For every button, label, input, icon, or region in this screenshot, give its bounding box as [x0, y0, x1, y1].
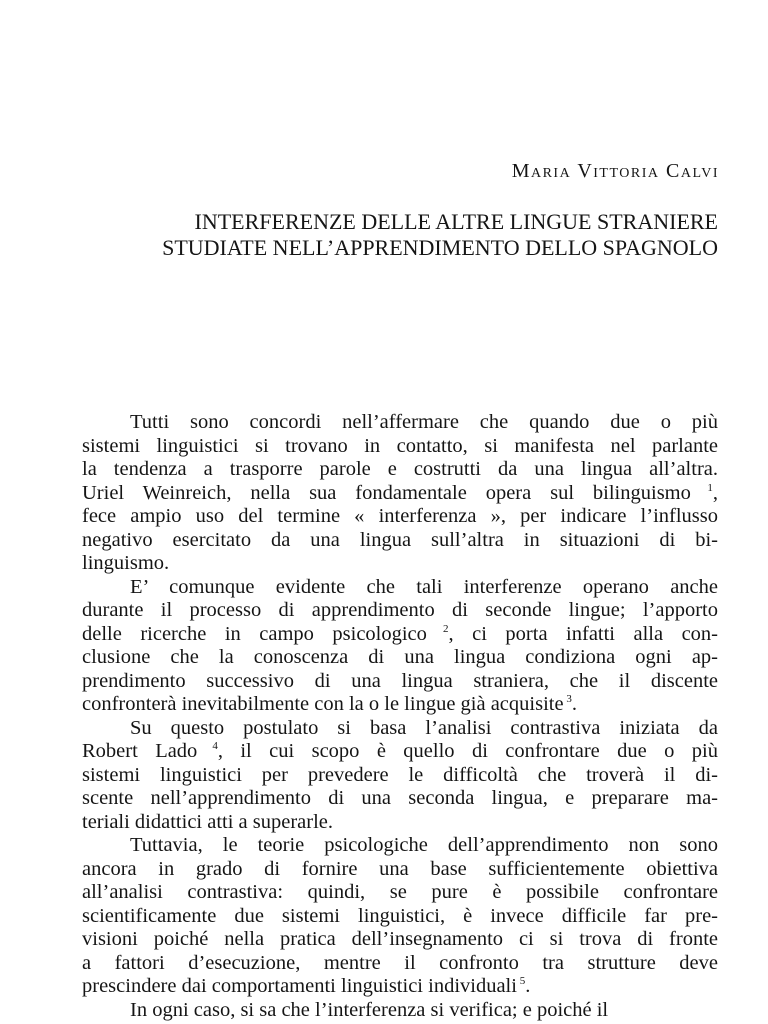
- line-text-continued: , il cui scopo è quello di confrontare due o più: [217, 740, 718, 762]
- line-text: all’analisi contrastiva: quindi, se pure è possibile confrontare: [82, 881, 718, 903]
- text-line: [82, 717, 718, 741]
- text-line: [82, 999, 718, 1023]
- footnote-marker: 4: [197, 740, 218, 753]
- text-line: [82, 952, 718, 976]
- line-text: E’ comunque evidente che tali interferenze operano anche: [130, 575, 718, 598]
- text-line: [82, 411, 718, 435]
- article-title: [82, 209, 718, 261]
- line-text: Tutti sono concordi nell’affermare che quando due o più: [130, 411, 718, 433]
- line-text-continued: , ci porta infatti alla con-: [448, 622, 719, 645]
- text-line: [82, 787, 718, 811]
- line-text-continued: ,: [712, 481, 719, 504]
- line-text: Uriel Weinreich, nella sua fondamentale opera sul bilinguismo: [82, 481, 691, 504]
- line-text: teriali didattici atti a superarle.: [82, 810, 334, 833]
- line-text: scente nell’apprendimento di una seconda lingua, e preparare ma-: [82, 787, 718, 809]
- line-text: scientificamente due sistemi linguistici, è invece difficile far pre-: [82, 904, 718, 927]
- paragraph: [82, 576, 718, 717]
- text-line: [82, 529, 718, 553]
- line-text: negativo esercitato da una lingua sull’altra in situazioni di bi-: [82, 528, 718, 551]
- line-text: ancora in grado di fornire una base sufficientemente obiettiva: [82, 857, 718, 880]
- text-line: [82, 881, 718, 905]
- title-line: INTERFERENZE DELLE ALTRE LINGUE STRANIERE: [194, 209, 718, 234]
- text-line: [82, 975, 718, 999]
- line-text: prescindere dai comportamenti linguistici individuali: [82, 975, 517, 997]
- text-line: [82, 905, 718, 929]
- text-line: [82, 740, 718, 764]
- text-line: [82, 505, 718, 529]
- line-text: In ogni caso, si sa che l’interferenza si verifica; e poiché il: [130, 998, 609, 1021]
- line-text: clusione che la conoscenza di una lingua condiziona ogni ap-: [82, 646, 718, 668]
- paragraph: [82, 999, 718, 1023]
- line-text: sistemi linguistici per prevedere le difficoltà che troverà il di-: [82, 763, 718, 786]
- line-text: fece ampio uso del termine « interferenza », per indicare l’influsso: [82, 505, 718, 527]
- line-text: Su questo postulato si basa l’analisi contrastiva iniziata da: [130, 716, 718, 739]
- text-line: [82, 858, 718, 882]
- footnote-marker: 2: [426, 622, 449, 635]
- text-line: [82, 811, 718, 835]
- title-line: STUDIATE NELL’APPRENDIMENTO DELLO SPAGNOLO: [162, 235, 718, 260]
- line-text: visioni poiché nella pratica dell’insegnamento ci si trova di fronte: [82, 928, 718, 950]
- text-line: [82, 834, 718, 858]
- line-text: delle ricerche in campo psicologico: [82, 622, 427, 645]
- text-line: [82, 552, 718, 576]
- line-text: confronterà inevitabilmente con la o le lingue già acquisite: [82, 693, 564, 715]
- text-line: [82, 435, 718, 459]
- paragraph: [82, 834, 718, 999]
- footnote-marker: 3: [563, 693, 572, 706]
- line-text: sistemi linguistici si trovano in contatto, si manifesta nel parlante: [82, 434, 718, 457]
- text-line: [82, 646, 718, 670]
- paragraph: [82, 411, 718, 576]
- text-line: [82, 576, 718, 600]
- line-text: durante il processo di apprendimento di seconde lingue; l’apporto: [82, 599, 718, 621]
- text-line: [82, 623, 718, 647]
- line-text: Robert Lado: [82, 740, 198, 762]
- author-name: Maria Vittoria Calvi: [511, 160, 719, 182]
- line-text-continued: .: [571, 693, 577, 715]
- paragraph: [82, 717, 718, 835]
- text-line: [82, 670, 718, 694]
- line-text: Tuttavia, le teorie psicologiche dell’apprendimento non sono: [130, 834, 718, 856]
- footnote-marker: 1: [690, 481, 713, 494]
- text-line: [82, 482, 718, 506]
- line-text: la tendenza a trasporre parole e costrutti da una lingua all’altra.: [82, 458, 718, 480]
- line-text: linguismo.: [82, 552, 170, 574]
- line-text: prendimento successivo di una lingua straniera, che il discente: [82, 669, 718, 692]
- text-line: [82, 928, 718, 952]
- text-line: [82, 458, 718, 482]
- line-text-continued: .: [525, 975, 531, 997]
- body-text: [82, 411, 718, 1022]
- text-line: [82, 693, 718, 717]
- footnote-marker: 5: [516, 975, 526, 988]
- text-line: [82, 599, 718, 623]
- text-line: [82, 764, 718, 788]
- line-text: a fattori d’esecuzione, mentre il confronto tra strutture deve: [82, 951, 718, 974]
